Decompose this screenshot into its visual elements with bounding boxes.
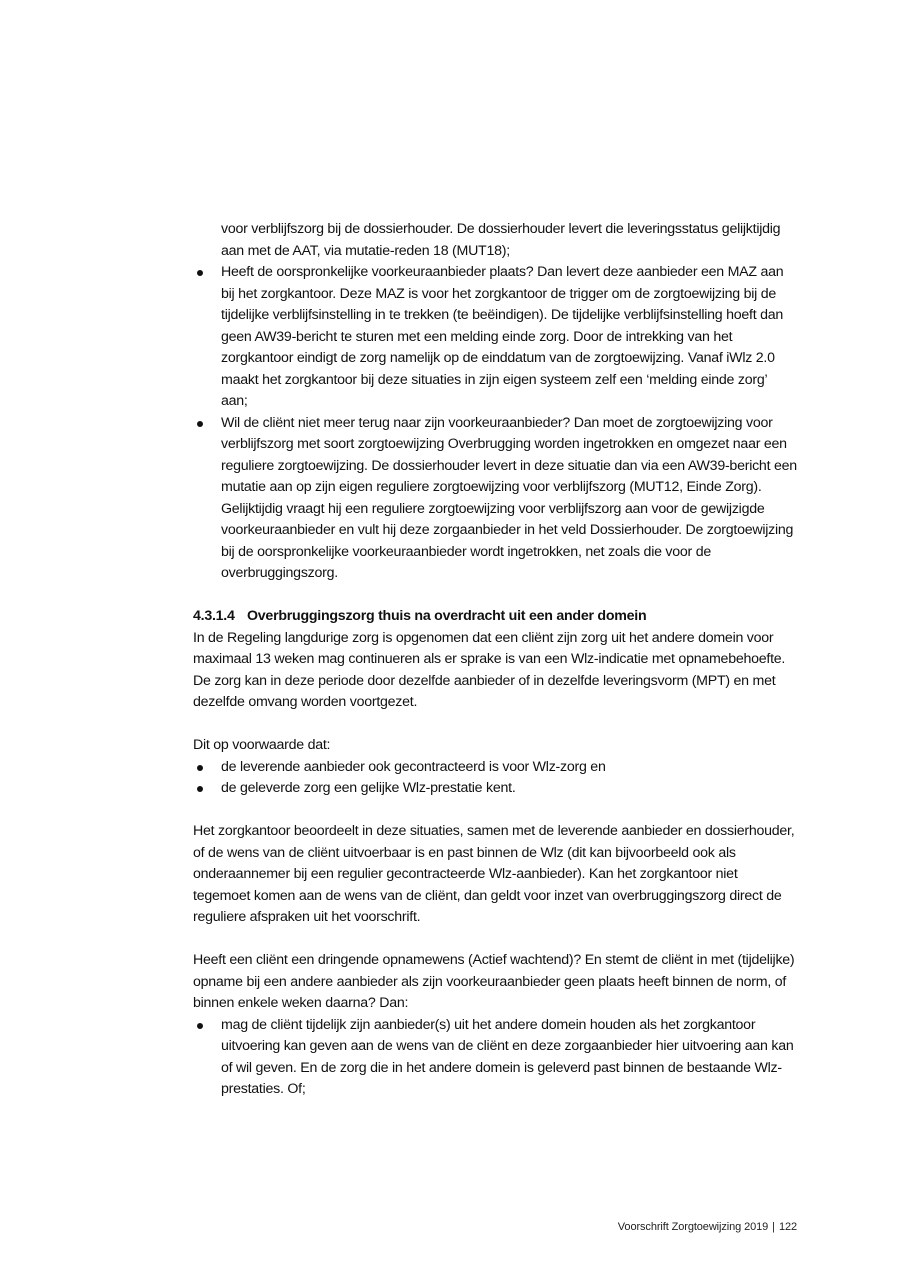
section-number: 4.3.1.4	[193, 608, 235, 624]
bullet-text: de leverende aanbieder ook gecontracteerd is voor Wlz-zorg en	[221, 758, 606, 775]
list-item	[193, 413, 797, 585]
list-item	[193, 262, 797, 413]
footer-title: Voorschrift Zorgtoewijzing 2019	[617, 1221, 769, 1233]
bullet-text: Heeft de oorspronkelijke voorkeuraanbieder plaats? Dan levert deze aanbieder een MAZ aan bij het zorgkantoor. Deze MAZ is voor het zorgkantoor de trigger om de zorgtoewijzing bij de tijdelijke verblijfsinstelling in te trekken (te beëindigen). De tijdelijke verblijfsinstelling hoeft dan geen AW39-bericht te sturen met een melding einde zorg. Door de intrekking van het zorgkantoor eindigt de zorg namelijk op de einddatum van de zorgtoewijzing. Vanaf iWlz 2.0 maakt het zorgkantoor bij deze situaties in zijn eigen systeem zelf een ‘melding einde zorg’ aan;	[221, 264, 784, 409]
bullet-icon	[197, 421, 203, 427]
list-item	[193, 778, 797, 800]
page-footer	[571, 1221, 797, 1233]
bullet-text: Wil de cliënt niet meer terug naar zijn voorkeuraanbieder? Dan moet de zorgtoewijzing voor verblijfszorg met soort zorgtoewijzing Overbrugging worden ingetrokken en omgezet naar een reguliere zorgtoewijzing. De dossierhouder levert in deze situatie dan via een AW39-bericht een mutatie aan op zijn eigen reguliere zorgtoewijzing voor verblijfszorg (MUT12, Einde Zorg). Gelijktijdig vraagt hij een reguliere zorgtoewijzing voor verblijfszorg aan voor de gewijzigde voorkeuraanbieder en vult hij deze zorgaanbieder in het veld Dossierhouder. De zorgtoewijzing bij de oorspronkelijke voorkeuraanbieder wordt ingetrokken, net zoals die voor de overbruggingszorg.	[221, 414, 797, 581]
paragraph: Het zorgkantoor beoordeelt in deze situaties, samen met de leverende aanbieder en dossierhouder, of de wens van de cliënt uitvoerbaar is en past binnen de Wlz (dit kan bijvoorbeeld ook als onderaannemer bij een regulier gecontracteerde Wlz-aanbieder). Kan het zorgkantoor niet tegemoet komen aan de wens van de cliënt, dan geldt voor inzet van overbruggingszorg direct de reguliere afspraken uit het voorschrift.	[193, 823, 795, 925]
page-number: 122	[778, 1221, 797, 1233]
list-item	[193, 1015, 797, 1101]
condition-intro: Dit op voorwaarde dat:	[193, 737, 331, 753]
footer-separator: |	[772, 1221, 775, 1233]
section-title: Overbruggingszorg thuis na overdracht uit een ander domein	[247, 608, 647, 624]
bullet-icon	[197, 270, 203, 276]
bullet-icon	[197, 765, 203, 771]
bullet-icon	[197, 1023, 203, 1029]
list-item	[193, 757, 797, 779]
continuation-text: voor verblijfszorg bij de dossierhouder. De dossierhouder levert die leveringsstatus gelijktijdig aan met de AAT, via mutatie-reden 18 (MUT18);	[221, 221, 781, 259]
bullet-text: de geleverde zorg een gelijke Wlz-prestatie kent.	[221, 780, 516, 796]
bullet-icon	[197, 786, 203, 792]
paragraph: Heeft een cliënt een dringende opnamewens (Actief wachtend)? En stemt de cliënt in met (tijdelijke) opname bij een andere aanbieder als zijn voorkeuraanbieder geen plaats heeft binnen de norm, of binnen enkele weken daarna? Dan:	[193, 952, 795, 1011]
document-body	[193, 219, 797, 1101]
paragraph: In de Regeling langdurige zorg is opgenomen dat een cliënt zijn zorg uit het andere domein voor maximaal 13 weken mag continueren als er sprake is van een Wlz-indicatie met opnamebehoefte. De zorg kan in deze periode door dezelfde aanbieder of in dezelfde leveringsvorm (MPT) en met dezelfde omvang worden voortgezet.	[193, 629, 786, 710]
bullet-text: mag de cliënt tijdelijk zijn aanbieder(s) uit het andere domein houden als het zorgkantoor uitvoering kan geven aan de wens van de cliënt en deze zorgaanbieder hier uitvoering aan kan of wil geven. En de zorg die in het andere domein is geleverd past binnen de bestaande Wlz-prestaties. Of;	[221, 1016, 794, 1097]
section-heading	[193, 606, 797, 628]
